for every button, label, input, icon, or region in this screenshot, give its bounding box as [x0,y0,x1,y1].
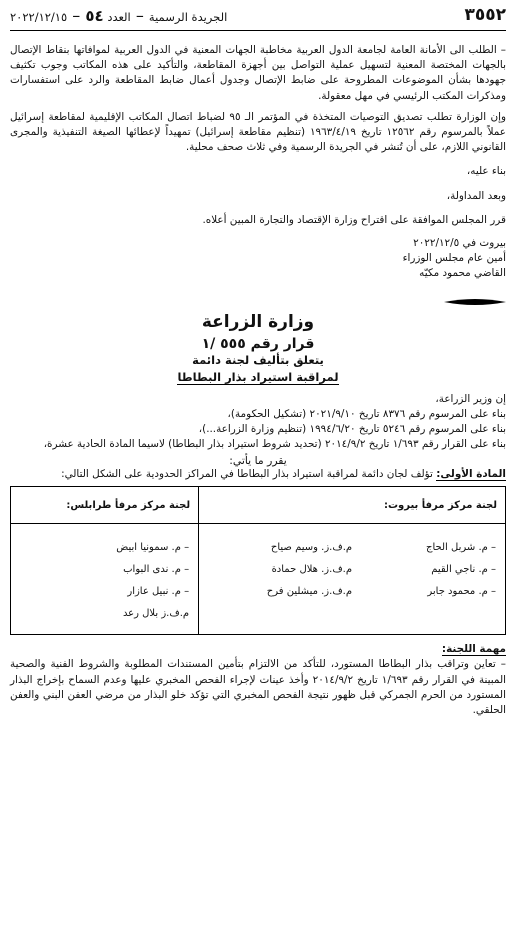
tripoli-committee-cell [11,524,199,635]
article-text: تؤلف لجان دائمة لمراقبة استيراد بذار البطاطا في المراكز الحدودية على الشكل التالي: [61,468,433,481]
ministry-title: وزارة الزراعة [201,311,315,332]
resolves-line: يقرر ما يأتي: [229,454,287,468]
tripoli-committee-header: لجنة مركز مرفأ طرابلس: [11,487,199,524]
issue-value: ٥٤ [85,6,104,25]
page-header [10,0,506,31]
committee-member: م.ف.ز. هلال حمادة [271,564,353,576]
committee-member: م.ف.ز بلال رعد [122,608,190,620]
beirut-members [200,525,504,607]
preamble-line: بناء على المرسوم رقم ٥٢٤٦ تاريخ ١٩٩٤/٦/٢٠ (تنظيم وزارة الزراعة...)، [198,423,506,436]
subject-line: لمراقبة استيراد بذار البطاطا [177,369,339,384]
committee-member: – م. ناجي القيم [431,564,496,576]
decision-subject [10,352,506,386]
header-info: الجريدة الرسمية – العدد ٥٤ – ٢٠٢٢/١٢/١٥ [10,5,228,25]
signatory-name: القاضي محمود مكيّه [419,267,506,280]
committees-table [10,486,506,635]
beirut-committee-header: لجنة مركز مرفأ بيروت: [199,487,506,524]
beirut-committee-cell [199,524,506,635]
section-divider-ornament [444,298,506,306]
committee-member: م.ف.ز. وسيم صياح [270,542,353,554]
committee-member: م.ف.ز. ميشلين فرح [266,586,353,598]
preamble-line: إن وزير الزراعة، [435,392,506,405]
page-number: ٣٥٥٢ [464,5,506,25]
deliberation-line: وبعد المداولة، [446,189,506,202]
task-title: مهمة اللجنة: [441,643,506,656]
based-on-line: بناء عليه، [466,165,506,178]
article-one [10,467,506,482]
preamble-line: بناء على المرسوم رقم ٨٣٧٦ تاريخ ٢٠٢١/٩/١٠ (تشكيل الحكومة)، [227,407,506,420]
committee-member: – م. نبيل عازار [127,586,190,598]
signatory-title: أمين عام مجلس الوزراء [402,252,506,265]
tripoli-members [12,525,197,629]
committee-member: – م. شربل الحاج [426,542,496,554]
issue-label: العدد [107,9,131,24]
committee-member: – م. محمود جابر [427,586,496,598]
body-paragraph: وإن الوزارة تطلب تصديق التوصيات المتخذة في المؤتمر الـ ٩٥ لضباط اتصال المكاتب الإقليمية لمقاطعة إسرائيل عملاً بالمرسوم رقم ١٢٥٦٢ تاريخ ١٩٦٣/٤/١٩ (تنظيم مقاطعة إسرائيل) تمهيداً لإعطائها الصيغة التنفيذية والمجرى القانوني اللازم، على أن تُنشر في الجريدة الرسمية وفي ثلاث صحف محلية. [10,110,507,154]
issue-date: ٢٠٢٢/١٢/١٥ [10,9,68,24]
task-body: – تعاين وتراقب بذار البطاطا المستورد، للتأكد من الالتزام بتأمين المستندات المطلوبة والشروط الفنية والصحية المبينة في القرار رقم ١/٦٩٣ تاريخ ٢٠١٤/٩/٢ وأخذ عينات لإجراء الفحص المخبري عليها وعدم السماح بإخراج البذار المستورد من الحرم الجمركي قبل ظهور نتيجة الفحص المخبري التي تؤكد خلو البذار من مرضي العفن البني والعفن الحلقي. [10,658,506,717]
council-decision-line: قرر المجلس الموافقة على اقتراح وزارة الإقتصاد والتجارة المبين أعلاه. [202,213,506,226]
preamble-line: بناء على القرار رقم ١/٦٩٣ تاريخ ٢٠١٤/٩/٢ (تحديد شروط استيراد بذار البطاطا) لاسيما المادة الحادية عشرة، [43,438,506,451]
gazette-title: الجريدة الرسمية [148,9,228,24]
body-paragraph: – الطلب الى الأمانة العامة لجامعة الدول العربية مخاطبة الجهات المعنية في الدول العربية لموافاتها بنقاط الإتصال بالجهات المختصة المعنية لتسهيل عملية التواصل بين أجهزة المقاطعة، والتأكيد على هذه المكاتب وجوب تكثيف جهودها بشأن الموضوعات المطروحة على ضابط الإتصال وجدول أعمال ضابط المقاطعة والرد على استفسارات ومذكرات المكتب الرئيسي في مهل معقولة. [10,44,506,102]
decision-number: قرار رقم ٥٥٥ /١ [201,335,315,352]
issue-number [85,6,131,25]
committee-member: – م. سمونيا ابيض [116,542,190,554]
committee-member: – م. ندى البواب [123,564,190,576]
subject-line: يتعلق بتأليف لجنة دائمة [192,352,324,367]
signature-block [10,236,506,282]
place-date: بيروت في ٢٠٢٢/١٢/٥ [413,237,506,250]
article-label: المادة الأولى: [436,468,506,481]
